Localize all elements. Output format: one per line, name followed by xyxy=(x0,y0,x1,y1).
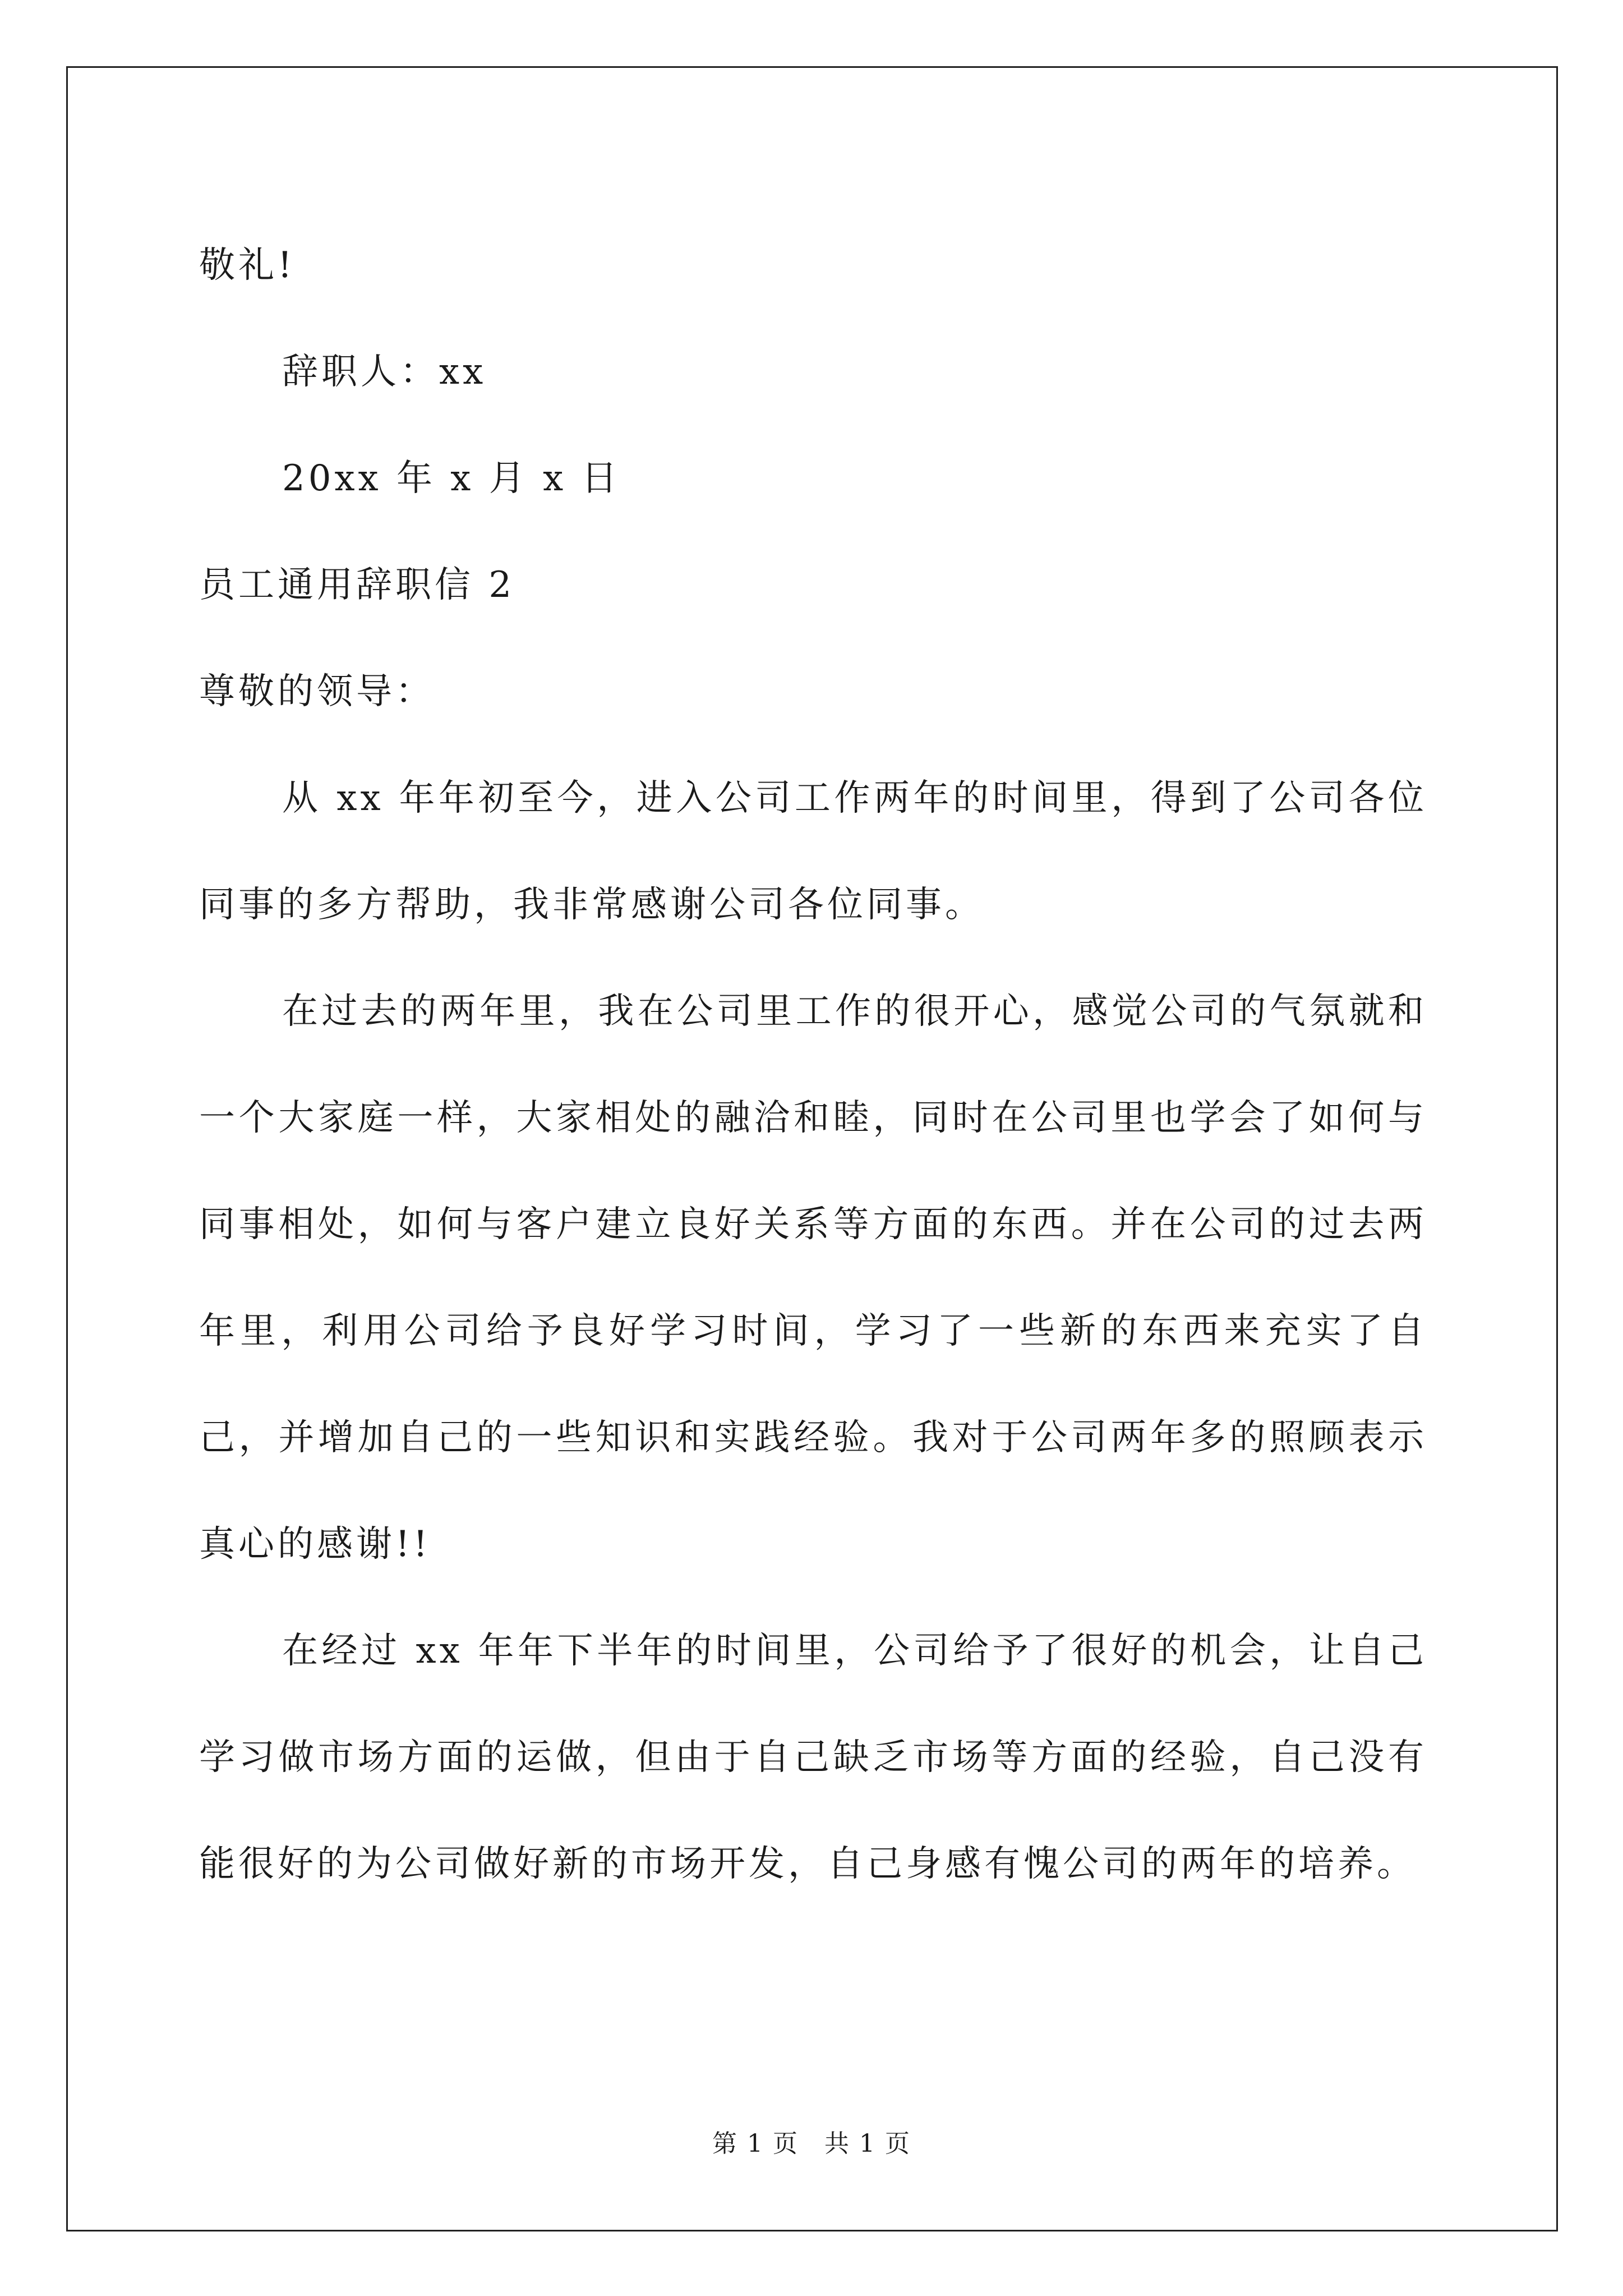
salutation: 尊敬的领导： xyxy=(199,671,435,712)
signature-line: 辞职人：xx xyxy=(282,351,487,393)
page-footer xyxy=(0,2127,1623,2161)
date-line: 20xx 年 x 月 x 日 xyxy=(282,458,621,499)
document-body xyxy=(199,212,1427,1917)
closing-line: 敬礼! xyxy=(199,245,296,286)
page-number: 第 1 页 共 1 页 xyxy=(712,2129,911,2158)
paragraph-3: 在经过 xx 年年下半年的时间里，公司给予了很好的机会，让自己学习做市场方面的运做，但由于自己缺乏市场等方面的经验，自己没有能很好的为公司做好新的市场开发，自己身感有愧公司的两年的培养。 xyxy=(199,1630,1427,1885)
paragraph-1: 从 xx 年年初至今，进入公司工作两年的时间里，得到了公司各位同事的多方帮助，我非常感谢公司各位同事。 xyxy=(199,777,1427,926)
letter-heading: 员工通用辞职信 2 xyxy=(199,564,515,606)
paragraph-2: 在过去的两年里，我在公司里工作的很开心，感觉公司的气氛就和一个大家庭一样，大家相处的融洽和睦，同时在公司里也学会了如何与同事相处，如何与客户建立良好关系等方面的东西。并在公司的过去两年里，利用公司给予良好学习时间，学习了一些新的东西来充实了自己，并增加自己的一些知识和实践经验。我对于公司两年多的照顾表示真心的感谢!! xyxy=(199,991,1427,1565)
